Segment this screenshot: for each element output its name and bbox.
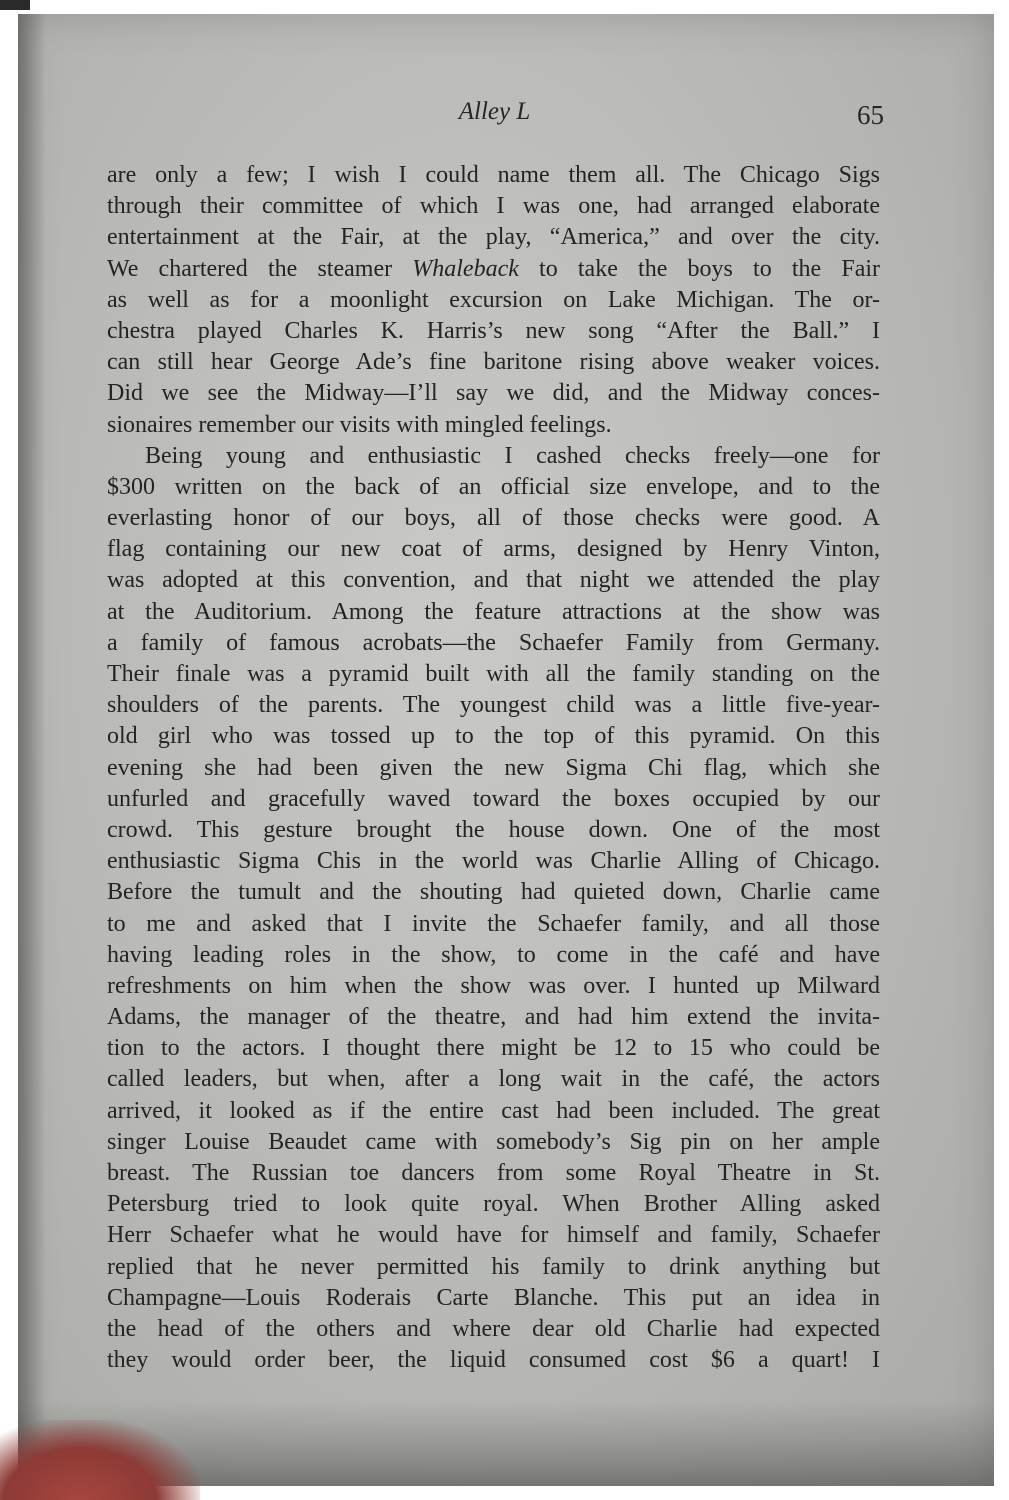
text-line: Being young and enthusiastic I cashed checks freely—one for — [145, 442, 880, 469]
text-line: flag containing our new coat of arms, designed by Henry Vinton, — [107, 536, 880, 563]
text-line: a family of famous acrobats—the Schaefer Family from Germany. — [107, 629, 880, 656]
text-line: tion to the actors. I thought there might be 12 to 15 who could be — [107, 1035, 880, 1062]
text-line: sionaires remember our visits with mingled feelings. — [107, 411, 612, 438]
text-line: chestra played Charles K. Harris’s new song “After the Ball.” I — [107, 317, 880, 344]
text-fragment: We chartered the steamer — [107, 255, 413, 282]
text-line: enthusiastic Sigma Chis in the world was Charlie Alling of Chicago. — [107, 848, 880, 875]
text-line: through their committee of which I was one, had arranged elaborate — [107, 193, 880, 220]
text-line: breast. The Russian toe dancers from some Royal Theatre in St. — [107, 1160, 880, 1186]
text-line: they would order beer, the liquid consumed cost $6 a quart! I — [107, 1347, 880, 1374]
paragraph — [107, 160, 880, 441]
running-head-title: Alley L — [458, 98, 531, 125]
text-line: Champagne—Louis Roderais Carte Blanche. This put an idea in — [107, 1284, 880, 1311]
text-line: the head of the others and where dear old Charlie had expected — [107, 1315, 880, 1342]
text-line: arrived, it looked as if the entire cast had been included. The great — [107, 1097, 880, 1124]
text-line: was adopted at this convention, and that night we attended the play — [107, 567, 880, 594]
text-line: to me and asked that I invite the Schaefer family, and all those — [107, 910, 880, 937]
text-line: $300 written on the back of an official size envelope, and to the — [107, 473, 880, 500]
text-line: having leading roles in the show, to come in the café and have — [107, 941, 880, 968]
paragraph — [107, 441, 880, 1377]
spine-shadow — [18, 14, 46, 1486]
text-line: Did we see the Midway—I’ll say we did, and the Midway conces- — [107, 380, 880, 407]
text-line: unfurled and gracefully waved toward the boxes occupied by our — [107, 785, 880, 812]
text-line: crowd. This gesture brought the house down. One of the most — [107, 816, 880, 843]
ship-name: Whaleback — [412, 255, 519, 282]
text-line: refreshments on him when the show was over. I hunted up Milward — [107, 972, 880, 999]
text-fragment: to take the boys to the Fair — [518, 255, 881, 282]
text-line: everlasting honor of our boys, all of those checks were good. A — [107, 505, 880, 532]
text-line: are only a few; I wish I could name them all. The Chicago Sigs — [107, 162, 880, 188]
text-line: old girl who was tossed up to the top of this pyramid. On this — [107, 723, 880, 750]
text-line: singer Louise Beaudet came with somebody’s Sig pin on her ample — [107, 1128, 880, 1155]
text-line: shoulders of the parents. The youngest child was a little five-year- — [107, 692, 880, 719]
running-head — [107, 98, 882, 138]
text-line: at the Auditorium. Among the feature attractions at the show was — [107, 598, 880, 625]
text-line: Before the tumult and the shouting had quieted down, Charlie came — [107, 879, 880, 906]
body-text — [107, 160, 880, 1376]
text-line: called leaders, but when, after a long wait in the café, the actors — [107, 1066, 880, 1093]
text-line — [107, 254, 880, 285]
text-line: Adams, the manager of the theatre, and had him extend the invita- — [107, 1004, 880, 1031]
text-line: Herr Schaefer what he would have for himself and family, Schaefer — [107, 1222, 880, 1249]
text-line: Their finale was a pyramid built with all the family standing on the — [107, 661, 880, 687]
text-line: as well as for a moonlight excursion on Lake Michigan. The or- — [107, 286, 880, 313]
text-line: Petersburg tried to look quite royal. When Brother Alling asked — [107, 1191, 880, 1218]
page-number: 65 — [857, 100, 884, 130]
text-line: evening she had been given the new Sigma Chi flag, which she — [107, 754, 880, 781]
thumb — [0, 1420, 200, 1500]
book-edge — [0, 0, 30, 10]
text-line: replied that he never permitted his family to drink anything but — [107, 1253, 880, 1280]
text-line: entertainment at the Fair, at the play, “America,” and over the city. — [107, 224, 880, 251]
text-line: can still hear George Ade’s fine baritone rising above weaker voices. — [107, 349, 880, 376]
